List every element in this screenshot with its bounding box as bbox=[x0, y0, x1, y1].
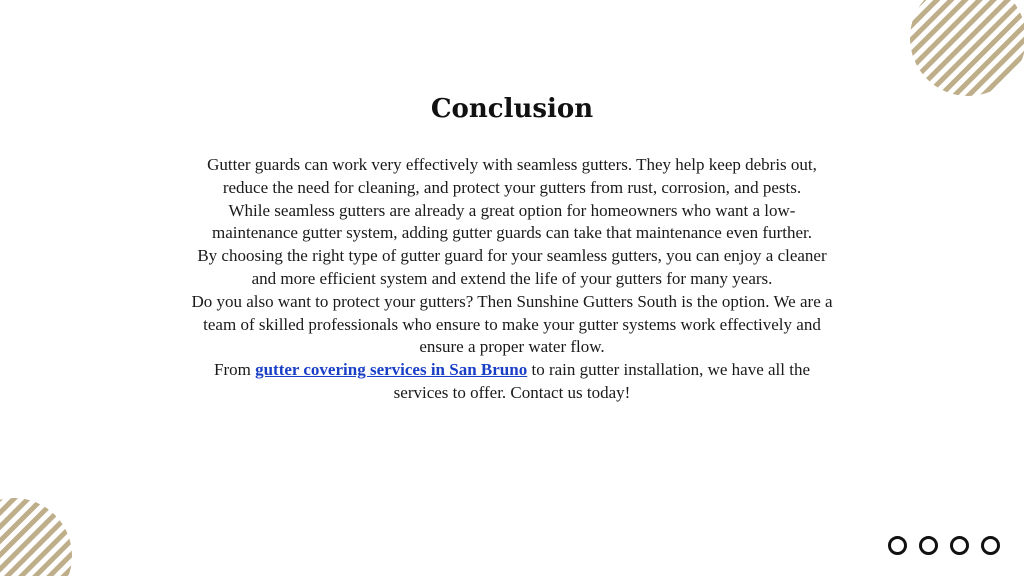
circle-outline-icon bbox=[950, 536, 969, 555]
circle-outline-icon bbox=[981, 536, 1000, 555]
page-title: Conclusion bbox=[430, 94, 594, 124]
final-text-before: From bbox=[213, 360, 256, 380]
paragraph: Gutter guards can work very effectively with seamless gutters. They help keep debris out, reduce the need for cleaning, and protect your gutters from rust, corrosion, and pests. bbox=[207, 155, 817, 197]
striped-circle-bottom-left-icon bbox=[0, 498, 72, 576]
final-paragraph bbox=[190, 359, 834, 405]
conclusion-body bbox=[190, 154, 834, 405]
circle-outline-icon bbox=[888, 536, 907, 555]
san-bruno-services-link[interactable]: gutter covering services in San Bruno bbox=[255, 360, 528, 380]
paragraph: By choosing the right type of gutter guard for your seamless gutters, you can enjoy a cleaner and more efficient system and extend the life of your gutters for many years. bbox=[197, 246, 827, 288]
final-text-after: to rain gutter installation, we have all the services to offer. Contact us today! bbox=[393, 360, 811, 402]
paragraph: Do you also want to protect your gutters? Then Sunshine Gutters South is the option. We are a team of skilled professionals who ensure to make your gutter systems work effectively and ensure a proper water flow. bbox=[191, 291, 833, 357]
outline-circle-dots-icon bbox=[888, 536, 1000, 555]
paragraph: While seamless gutters are already a great option for homeowners who want a low-maintenance gutter system, adding gutter guards can take that maintenance even further. bbox=[212, 200, 812, 243]
circle-outline-icon bbox=[919, 536, 938, 555]
striped-circle-top-right-icon bbox=[910, 0, 1024, 96]
